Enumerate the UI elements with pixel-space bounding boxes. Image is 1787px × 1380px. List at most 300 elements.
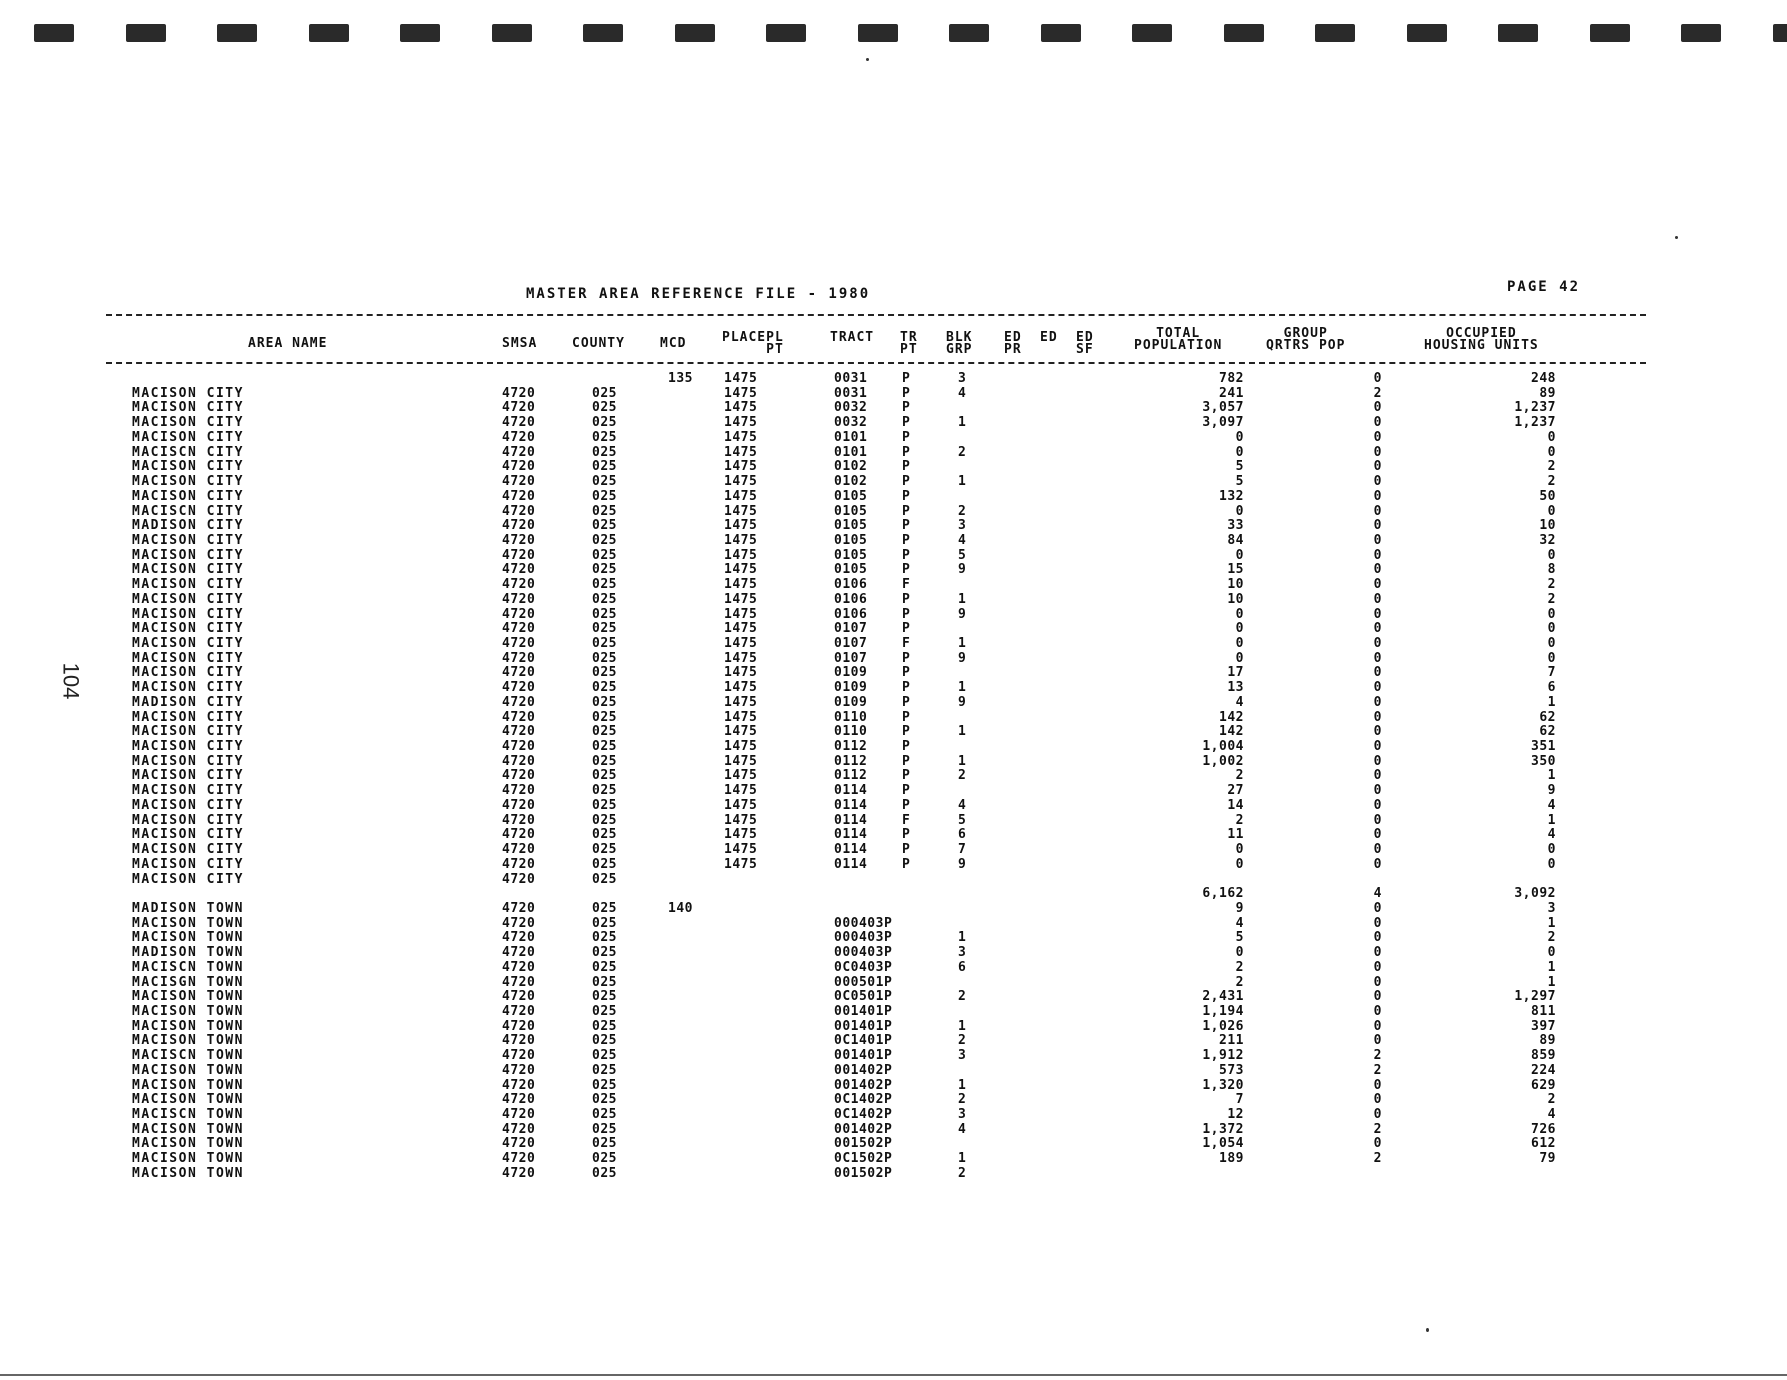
trpt-cell: P (902, 415, 911, 431)
housing-units-cell: 7 (1547, 665, 1556, 681)
housing-units-cell: 397 (1531, 1018, 1556, 1034)
housing-units-cell: 4 (1547, 827, 1556, 843)
total-population-cell: 6,162 (1202, 886, 1244, 902)
housing-units-cell: 1,237 (1514, 400, 1556, 416)
trpt-cell: P (902, 547, 911, 563)
perforation-hole (1773, 24, 1787, 42)
total-population-cell: 0 (1235, 945, 1244, 961)
trpt-cell: P (902, 459, 911, 475)
blk-grp-cell: 2 (958, 768, 967, 784)
county-cell: 025 (592, 783, 617, 799)
header-top-rule (106, 314, 1646, 316)
table-row (0, 636, 1787, 651)
perforation-hole (766, 24, 806, 42)
area-name-cell: MACISON CITY (132, 768, 244, 784)
total-population-cell: 1,054 (1202, 1136, 1244, 1152)
group-quarters-cell: 0 (1373, 768, 1382, 784)
trpt-cell: P (902, 532, 911, 548)
table-row (0, 857, 1787, 872)
placepl-cell: 1475 (724, 709, 758, 725)
trpt-cell: P (902, 724, 911, 740)
county-cell: 025 (592, 415, 617, 431)
blk-grp-cell: 1 (958, 930, 967, 946)
smsa-cell: 4720 (502, 1092, 536, 1108)
placepl-cell: 1475 (724, 621, 758, 637)
table-row (0, 989, 1787, 1004)
placepl-cell: 1475 (724, 385, 758, 401)
area-name-cell: MACISGN TOWN (132, 974, 244, 990)
smsa-cell: 4720 (502, 915, 536, 931)
area-name-cell: MADISON TOWN (132, 945, 244, 961)
county-cell: 025 (592, 827, 617, 843)
blk-grp-cell: 4 (958, 532, 967, 548)
housing-units-cell: 50 (1539, 488, 1556, 504)
tract-cell: 0101 (834, 429, 868, 445)
total-population-cell: 189 (1219, 1151, 1244, 1167)
housing-units-cell: 0 (1547, 606, 1556, 622)
total-population-cell: 1,002 (1202, 753, 1244, 769)
group-quarters-cell: 0 (1373, 371, 1382, 386)
group-quarters-cell: 0 (1373, 1136, 1382, 1152)
area-name-cell: MACISON CITY (132, 532, 244, 548)
county-cell: 025 (592, 812, 617, 828)
placepl-cell: 1475 (724, 591, 758, 607)
tract-cell: 0114 (834, 856, 868, 872)
total-population-cell: 573 (1219, 1062, 1244, 1078)
tract-cell: 0C1402P (834, 1092, 893, 1108)
area-name-cell: MACISON CITY (132, 812, 244, 828)
placepl-cell: 1475 (724, 606, 758, 622)
area-name-cell: MACISCN CITY (132, 503, 244, 519)
area-name-cell: MACISON CITY (132, 636, 244, 651)
header-mcd: MCD (660, 336, 687, 351)
housing-units-cell: 79 (1539, 1151, 1556, 1167)
trpt-cell: P (902, 783, 911, 799)
table-row (0, 724, 1787, 739)
total-population-cell: 1,004 (1202, 739, 1244, 754)
tract-cell: 0107 (834, 621, 868, 637)
housing-units-cell: 248 (1531, 371, 1556, 386)
placepl-cell: 1475 (724, 842, 758, 857)
perforation-hole (1407, 24, 1447, 42)
county-cell: 025 (592, 444, 617, 460)
total-population-cell: 9 (1235, 900, 1244, 916)
tract-cell: 001401P (834, 1048, 893, 1064)
total-population-cell: 0 (1235, 444, 1244, 460)
area-name-cell: MACISON TOWN (132, 1018, 244, 1034)
tract-cell: 0031 (834, 371, 868, 386)
tract-cell: 0032 (834, 400, 868, 416)
placepl-cell: 1475 (724, 783, 758, 799)
group-quarters-cell: 0 (1373, 842, 1382, 857)
group-quarters-cell: 0 (1373, 783, 1382, 799)
tract-cell: 0C0501P (834, 989, 893, 1005)
area-name-cell: MACISON CITY (132, 488, 244, 504)
table-row (0, 1166, 1787, 1181)
area-name-cell: MACISON TOWN (132, 1033, 244, 1049)
table-row (0, 489, 1787, 504)
county-cell: 025 (592, 665, 617, 681)
area-name-cell: MACISON CITY (132, 474, 244, 489)
total-population-cell: 11 (1227, 827, 1244, 843)
side-page-number: 104 (58, 662, 84, 700)
total-population-cell: 10 (1227, 577, 1244, 593)
blk-grp-cell: 1 (958, 415, 967, 431)
housing-units-cell: 62 (1539, 709, 1556, 725)
total-population-cell: 17 (1227, 665, 1244, 681)
group-quarters-cell: 0 (1373, 915, 1382, 931)
blk-grp-cell: 5 (958, 812, 967, 828)
group-quarters-cell: 0 (1373, 459, 1382, 475)
table-row (0, 518, 1787, 533)
smsa-cell: 4720 (502, 739, 536, 754)
table-row (0, 592, 1787, 607)
area-name-cell: MACISON CITY (132, 871, 244, 887)
area-name-cell: MACISON CITY (132, 591, 244, 607)
header-occupied-housing: OCCUPIED HOUSING UNITS (1424, 326, 1539, 353)
total-population-cell: 0 (1235, 856, 1244, 872)
blk-grp-cell: 1 (958, 636, 967, 651)
header-ed: ED (1040, 330, 1058, 345)
blk-grp-cell: 9 (958, 606, 967, 622)
smsa-cell: 4720 (502, 930, 536, 946)
smsa-cell: 4720 (502, 900, 536, 916)
smsa-cell: 4720 (502, 753, 536, 769)
county-cell: 025 (592, 1062, 617, 1078)
table-row (0, 533, 1787, 548)
placepl-cell: 1475 (724, 429, 758, 445)
county-cell: 025 (592, 680, 617, 696)
total-population-cell: 0 (1235, 842, 1244, 857)
placepl-cell: 1475 (724, 503, 758, 519)
housing-units-cell: 1 (1547, 694, 1556, 710)
county-cell: 025 (592, 797, 617, 813)
blk-grp-cell: 3 (958, 1107, 967, 1122)
table-row (0, 945, 1787, 960)
blk-grp-cell: 2 (958, 1033, 967, 1049)
group-quarters-cell: 0 (1373, 518, 1382, 534)
smsa-cell: 4720 (502, 518, 536, 534)
smsa-cell: 4720 (502, 842, 536, 857)
area-name-cell: MADISON CITY (132, 694, 244, 710)
area-name-cell: MACISON TOWN (132, 1151, 244, 1167)
tract-cell: 0112 (834, 768, 868, 784)
table-row (0, 651, 1787, 666)
area-name-cell: MACISON CITY (132, 429, 244, 445)
smsa-cell: 4720 (502, 1107, 536, 1122)
housing-units-cell: 3,092 (1514, 886, 1556, 902)
group-quarters-cell: 0 (1373, 1033, 1382, 1049)
trpt-cell: P (902, 474, 911, 489)
group-quarters-cell: 0 (1373, 665, 1382, 681)
trpt-cell: P (902, 797, 911, 813)
tract-cell: 0106 (834, 606, 868, 622)
county-cell: 025 (592, 1136, 617, 1152)
trpt-cell: P (902, 503, 911, 519)
trpt-cell: P (902, 827, 911, 843)
perforation-hole (858, 24, 898, 42)
smsa-cell: 4720 (502, 1136, 536, 1152)
group-quarters-cell: 0 (1373, 724, 1382, 740)
blk-grp-cell: 1 (958, 591, 967, 607)
placepl-cell: 1475 (724, 532, 758, 548)
smsa-cell: 4720 (502, 797, 536, 813)
total-population-cell: 241 (1219, 385, 1244, 401)
table-row (0, 504, 1787, 519)
county-cell: 025 (592, 753, 617, 769)
smsa-cell: 4720 (502, 636, 536, 651)
table-row (0, 371, 1787, 386)
trpt-cell: F (902, 636, 911, 651)
group-quarters-cell: 0 (1373, 959, 1382, 975)
group-quarters-cell: 0 (1373, 1018, 1382, 1034)
group-quarters-cell: 0 (1373, 856, 1382, 872)
tract-cell: 0105 (834, 518, 868, 534)
bottom-edge (0, 1374, 1787, 1376)
county-cell: 025 (592, 577, 617, 593)
table-row (0, 577, 1787, 592)
county-cell: 025 (592, 709, 617, 725)
placepl-cell: 1475 (724, 856, 758, 872)
tract-cell: 0109 (834, 665, 868, 681)
tract-cell: 0031 (834, 385, 868, 401)
smsa-cell: 4720 (502, 680, 536, 696)
county-cell: 025 (592, 429, 617, 445)
group-quarters-cell: 0 (1373, 488, 1382, 504)
housing-units-cell: 2 (1547, 577, 1556, 593)
county-cell: 025 (592, 1151, 617, 1167)
table-row (0, 975, 1787, 990)
smsa-cell: 4720 (502, 1062, 536, 1078)
trpt-cell: P (902, 518, 911, 534)
tract-cell: 001401P (834, 1018, 893, 1034)
smsa-cell: 4720 (502, 459, 536, 475)
table-row (0, 415, 1787, 430)
placepl-cell: 1475 (724, 694, 758, 710)
table-row (0, 783, 1787, 798)
perforation-hole (492, 24, 532, 42)
total-population-cell: 0 (1235, 429, 1244, 445)
tract-cell: 001402P (834, 1121, 893, 1137)
area-name-cell: MACISON CITY (132, 577, 244, 593)
smsa-cell: 4720 (502, 385, 536, 401)
trpt-cell: P (902, 429, 911, 445)
header-edpr: ED PR (1004, 330, 1022, 357)
tract-cell: 0110 (834, 709, 868, 725)
blk-grp-cell: 3 (958, 1048, 967, 1064)
total-population-cell: 4 (1235, 694, 1244, 710)
smsa-cell: 4720 (502, 562, 536, 578)
area-name-cell: MACISON CITY (132, 797, 244, 813)
area-name-cell: MACISON TOWN (132, 1092, 244, 1108)
group-quarters-cell: 2 (1373, 1151, 1382, 1167)
total-population-cell: 1,026 (1202, 1018, 1244, 1034)
tract-cell: 000403P (834, 930, 893, 946)
group-quarters-cell: 0 (1373, 503, 1382, 519)
total-population-cell: 5 (1235, 459, 1244, 475)
total-population-cell: 4 (1235, 915, 1244, 931)
smsa-cell: 4720 (502, 1004, 536, 1019)
area-name-cell: MACISON CITY (132, 680, 244, 696)
mcd-cell: 140 (668, 900, 693, 916)
total-population-cell: 12 (1227, 1107, 1244, 1122)
blk-grp-cell: 7 (958, 842, 967, 857)
tract-cell: 0102 (834, 459, 868, 475)
report-title: MASTER AREA REFERENCE FILE - 1980 (526, 286, 871, 302)
county-cell: 025 (592, 1121, 617, 1137)
housing-units-cell: 859 (1531, 1048, 1556, 1064)
housing-units-cell: 0 (1547, 650, 1556, 666)
placepl-cell: 1475 (724, 665, 758, 681)
perforation-hole (1315, 24, 1355, 42)
total-population-cell: 5 (1235, 930, 1244, 946)
placepl-cell: 1475 (724, 680, 758, 696)
housing-units-cell: 89 (1539, 385, 1556, 401)
total-population-cell: 132 (1219, 488, 1244, 504)
table-row (0, 930, 1787, 945)
blk-grp-cell: 2 (958, 989, 967, 1005)
table-row (0, 710, 1787, 725)
county-cell: 025 (592, 768, 617, 784)
placepl-cell: 1475 (724, 739, 758, 754)
tract-cell: 0112 (834, 753, 868, 769)
total-population-cell: 3,057 (1202, 400, 1244, 416)
area-name-cell: MACISON CITY (132, 842, 244, 857)
blk-grp-cell: 3 (958, 518, 967, 534)
county-cell: 025 (592, 547, 617, 563)
total-population-cell: 142 (1219, 709, 1244, 725)
table-row (0, 798, 1787, 813)
blk-grp-cell: 2 (958, 1165, 967, 1181)
group-quarters-cell: 0 (1373, 474, 1382, 489)
placepl-cell: 1475 (724, 518, 758, 534)
housing-units-cell: 2 (1547, 591, 1556, 607)
tract-cell: 0109 (834, 680, 868, 696)
smsa-cell: 4720 (502, 959, 536, 975)
blk-grp-cell: 9 (958, 856, 967, 872)
housing-units-cell: 2 (1547, 459, 1556, 475)
smsa-cell: 4720 (502, 532, 536, 548)
group-quarters-cell: 0 (1373, 547, 1382, 563)
trpt-cell: P (902, 709, 911, 725)
county-cell: 025 (592, 1004, 617, 1019)
smsa-cell: 4720 (502, 1151, 536, 1167)
county-cell: 025 (592, 488, 617, 504)
total-population-cell: 14 (1227, 797, 1244, 813)
page-label: PAGE 42 (1507, 279, 1581, 295)
total-population-cell: 0 (1235, 503, 1244, 519)
placepl-cell: 1475 (724, 415, 758, 431)
trpt-cell: P (902, 694, 911, 710)
smsa-cell: 4720 (502, 827, 536, 843)
smsa-cell: 4720 (502, 503, 536, 519)
trpt-cell: P (902, 606, 911, 622)
group-quarters-cell: 0 (1373, 827, 1382, 843)
table-row (0, 459, 1787, 474)
housing-units-cell: 32 (1539, 532, 1556, 548)
group-quarters-cell: 0 (1373, 444, 1382, 460)
table-row (0, 1122, 1787, 1137)
housing-units-cell: 1,297 (1514, 989, 1556, 1005)
county-cell: 025 (592, 474, 617, 489)
total-population-cell: 1,912 (1202, 1048, 1244, 1064)
table-row (0, 901, 1787, 916)
housing-units-cell: 10 (1539, 518, 1556, 534)
housing-units-cell: 9 (1547, 783, 1556, 799)
blk-grp-cell: 9 (958, 650, 967, 666)
mcd-cell: 135 (668, 371, 693, 386)
area-name-cell: MACISON TOWN (132, 989, 244, 1005)
area-name-cell: MACISCN TOWN (132, 1107, 244, 1122)
area-name-cell: MACISON CITY (132, 856, 244, 872)
smsa-cell: 4720 (502, 621, 536, 637)
area-name-cell: MACISON CITY (132, 400, 244, 416)
smsa-cell: 4720 (502, 1048, 536, 1064)
group-quarters-cell: 0 (1373, 562, 1382, 578)
smsa-cell: 4720 (502, 783, 536, 799)
housing-units-cell: 726 (1531, 1121, 1556, 1137)
group-quarters-cell: 0 (1373, 709, 1382, 725)
blk-grp-cell: 9 (958, 694, 967, 710)
group-quarters-cell: 4 (1373, 886, 1382, 902)
total-population-cell: 13 (1227, 680, 1244, 696)
blk-grp-cell: 4 (958, 797, 967, 813)
table-row (0, 621, 1787, 636)
smsa-cell: 4720 (502, 694, 536, 710)
housing-units-cell: 629 (1531, 1077, 1556, 1093)
group-quarters-cell: 0 (1373, 636, 1382, 651)
smsa-cell: 4720 (502, 488, 536, 504)
header-trpt: TR PT (900, 330, 918, 357)
housing-units-cell: 2 (1547, 474, 1556, 489)
housing-units-cell: 6 (1547, 680, 1556, 696)
total-population-cell: 2 (1235, 974, 1244, 990)
area-name-cell: MACISON TOWN (132, 1077, 244, 1093)
perforation-strip (0, 24, 1787, 46)
table-row (0, 1078, 1787, 1093)
blk-grp-cell: 2 (958, 503, 967, 519)
placepl-cell: 1475 (724, 459, 758, 475)
smsa-cell: 4720 (502, 429, 536, 445)
trpt-cell: P (902, 371, 911, 386)
blk-grp-cell: 1 (958, 1077, 967, 1093)
area-name-cell: MACISON TOWN (132, 1062, 244, 1078)
perforation-hole (675, 24, 715, 42)
placepl-cell: 1475 (724, 812, 758, 828)
group-quarters-cell: 0 (1373, 945, 1382, 961)
housing-units-cell: 0 (1547, 621, 1556, 637)
tract-cell: 0114 (834, 783, 868, 799)
table-row (0, 739, 1787, 754)
perforation-hole (1681, 24, 1721, 42)
housing-units-cell: 4 (1547, 1107, 1556, 1122)
county-cell: 025 (592, 915, 617, 931)
tract-cell: 001402P (834, 1062, 893, 1078)
total-population-cell: 7 (1235, 1092, 1244, 1108)
group-quarters-cell: 0 (1373, 1004, 1382, 1019)
total-population-cell: 0 (1235, 636, 1244, 651)
tract-cell: 0109 (834, 694, 868, 710)
area-name-cell: MACISON CITY (132, 459, 244, 475)
tract-cell: 0114 (834, 842, 868, 857)
table-row (0, 886, 1787, 901)
county-cell: 025 (592, 650, 617, 666)
county-cell: 025 (592, 900, 617, 916)
table-row (0, 400, 1787, 415)
table-row (0, 754, 1787, 769)
group-quarters-cell: 2 (1373, 1121, 1382, 1137)
housing-units-cell: 224 (1531, 1062, 1556, 1078)
